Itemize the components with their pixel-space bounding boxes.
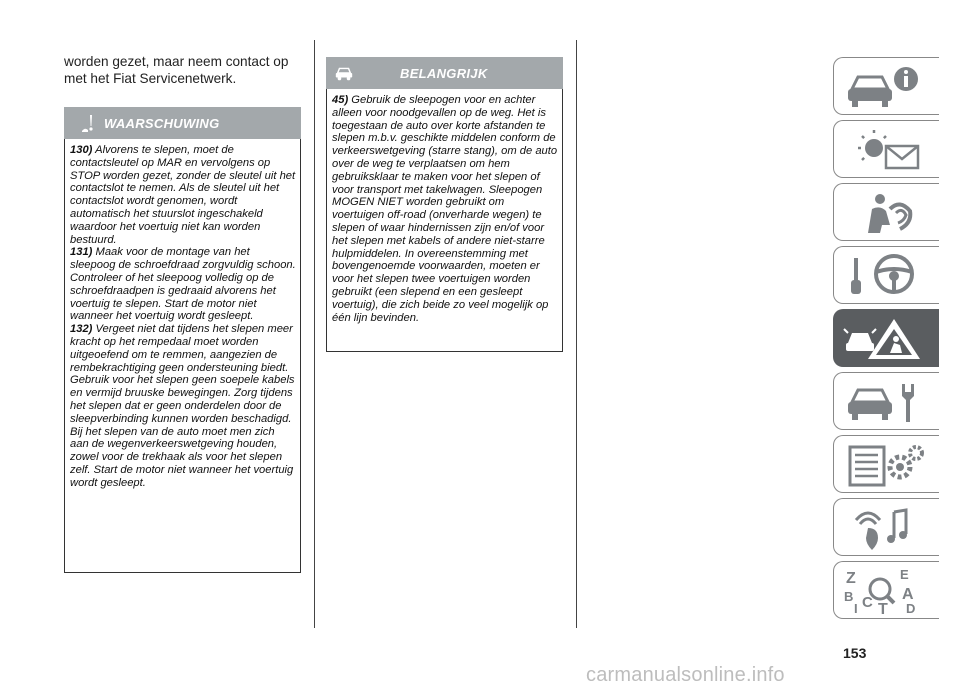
watermark: carmanualsonline.info [586, 664, 785, 686]
important-item-45: 45) Gebruik de sleepogen voor en achter alleen voor noodgevallen op de weg. Het is toegestaan de auto over korte afstanden te slepen m.b.v. geschikte middelen conform de verkeerswetgeving (starre stang), om de auto over de weg te verplaatsen om hem gebruiksklaar te maken voor het slepen of voor transport met takelwagen. Sleepogen MOGEN NIET worden gebruikt om voertuigen off-road (onverharde wegen) te slepen of waar hindernissen zijn en/of voor het slepen met kabels of andere niet-starre hulpmiddelen. In overeenstemming met bovengenoemde voorwaarden, moeten er voor het slepen twee voertuigen worden gebruikt (een slepend en een gesleept voertuig), die zich beide zo veel mogelijk op één lijn bevinden. [332, 94, 558, 324]
car-maintenance-icon [842, 378, 932, 426]
warning-box [64, 139, 301, 573]
svg-text:E: E [900, 567, 909, 582]
alphabetical-index-icon [842, 567, 932, 615]
tab-warning-lights[interactable] [833, 120, 939, 178]
tab-multimedia[interactable] [833, 498, 939, 556]
warning-item-131: 131) Maak voor de montage van het sleepoog de schroefdraad zorgvuldig schoon. Controleer of het sleepoog volledig op de schroefdraadpen is gedraaid alvorens het voertuig te slepen. Start de motor niet wanneer het voertuig wordt gesleept. [70, 246, 296, 323]
tab-emergency[interactable] [833, 309, 939, 367]
warning-hand-icon [80, 113, 100, 133]
svg-text:A: A [902, 586, 914, 603]
technical-data-icon [842, 441, 932, 489]
multimedia-icon [842, 504, 932, 552]
warning-title: WAARSCHUWING [104, 115, 220, 131]
tab-safety[interactable] [833, 183, 939, 241]
warning-item-132: 132) Vergeet niet dat tijdens het slepen meer kracht op het rempedaal moet worden uitgeoefend om te remmen, aangezien de rembekrachtiging geen ondersteuning biedt. Gebruik voor het slepen geen soepele kabels en vermijd bruuske bewegingen. Zorg tijdens het slepen dat er geen onderdelen door de sleepverbinding kunnen worden beschadigd. Bij het slepen van de auto moet men zich aan de wegenverkeerswetgeving houden, zowel voor de trekhaak als voor het slepen zelf. Start de motor niet wanneer het voertuig wordt gesleept. [70, 323, 295, 489]
important-banner [326, 57, 563, 89]
svg-text:I: I [854, 601, 858, 615]
tab-vehicle-info[interactable] [833, 57, 939, 115]
warning-item-130: 130) Alvorens te slepen, moet de contactsleutel op MAR en vervolgens op STOP worden gezet, zonder de sleutel uit het contactslot te nemen. Als de sleutel uit het contactslot wordt genomen, wordt automatisch het stuurslot ingeschakeld waardoor het voertuig niet kan worden bestuurd. [70, 144, 296, 246]
emergency-breakdown-icon [842, 315, 932, 363]
tab-maintenance[interactable] [833, 372, 939, 430]
page-number: 153 [843, 645, 867, 661]
car-caution-icon [334, 63, 354, 83]
column-divider-2 [576, 40, 577, 628]
warning-banner [64, 107, 301, 139]
warning-lights-message-icon [842, 126, 932, 174]
important-box [326, 89, 563, 352]
svg-text:T: T [878, 601, 888, 615]
car-info-icon [842, 63, 932, 111]
intro-text: worden gezet, maar neem contact op met het Fiat Servicenetwerk. [64, 54, 289, 86]
svg-text:B: B [844, 589, 854, 604]
svg-text:C: C [862, 594, 873, 611]
column-divider-1 [314, 40, 315, 628]
airbag-safety-icon [842, 189, 932, 237]
svg-text:Z: Z [846, 570, 856, 587]
tab-index[interactable] [833, 561, 939, 619]
tab-starting-driving[interactable] [833, 246, 939, 304]
key-steering-wheel-icon [842, 252, 932, 300]
svg-text:D: D [906, 601, 916, 615]
tab-technical-data[interactable] [833, 435, 939, 493]
important-title: BELANGRIJK [400, 65, 488, 81]
